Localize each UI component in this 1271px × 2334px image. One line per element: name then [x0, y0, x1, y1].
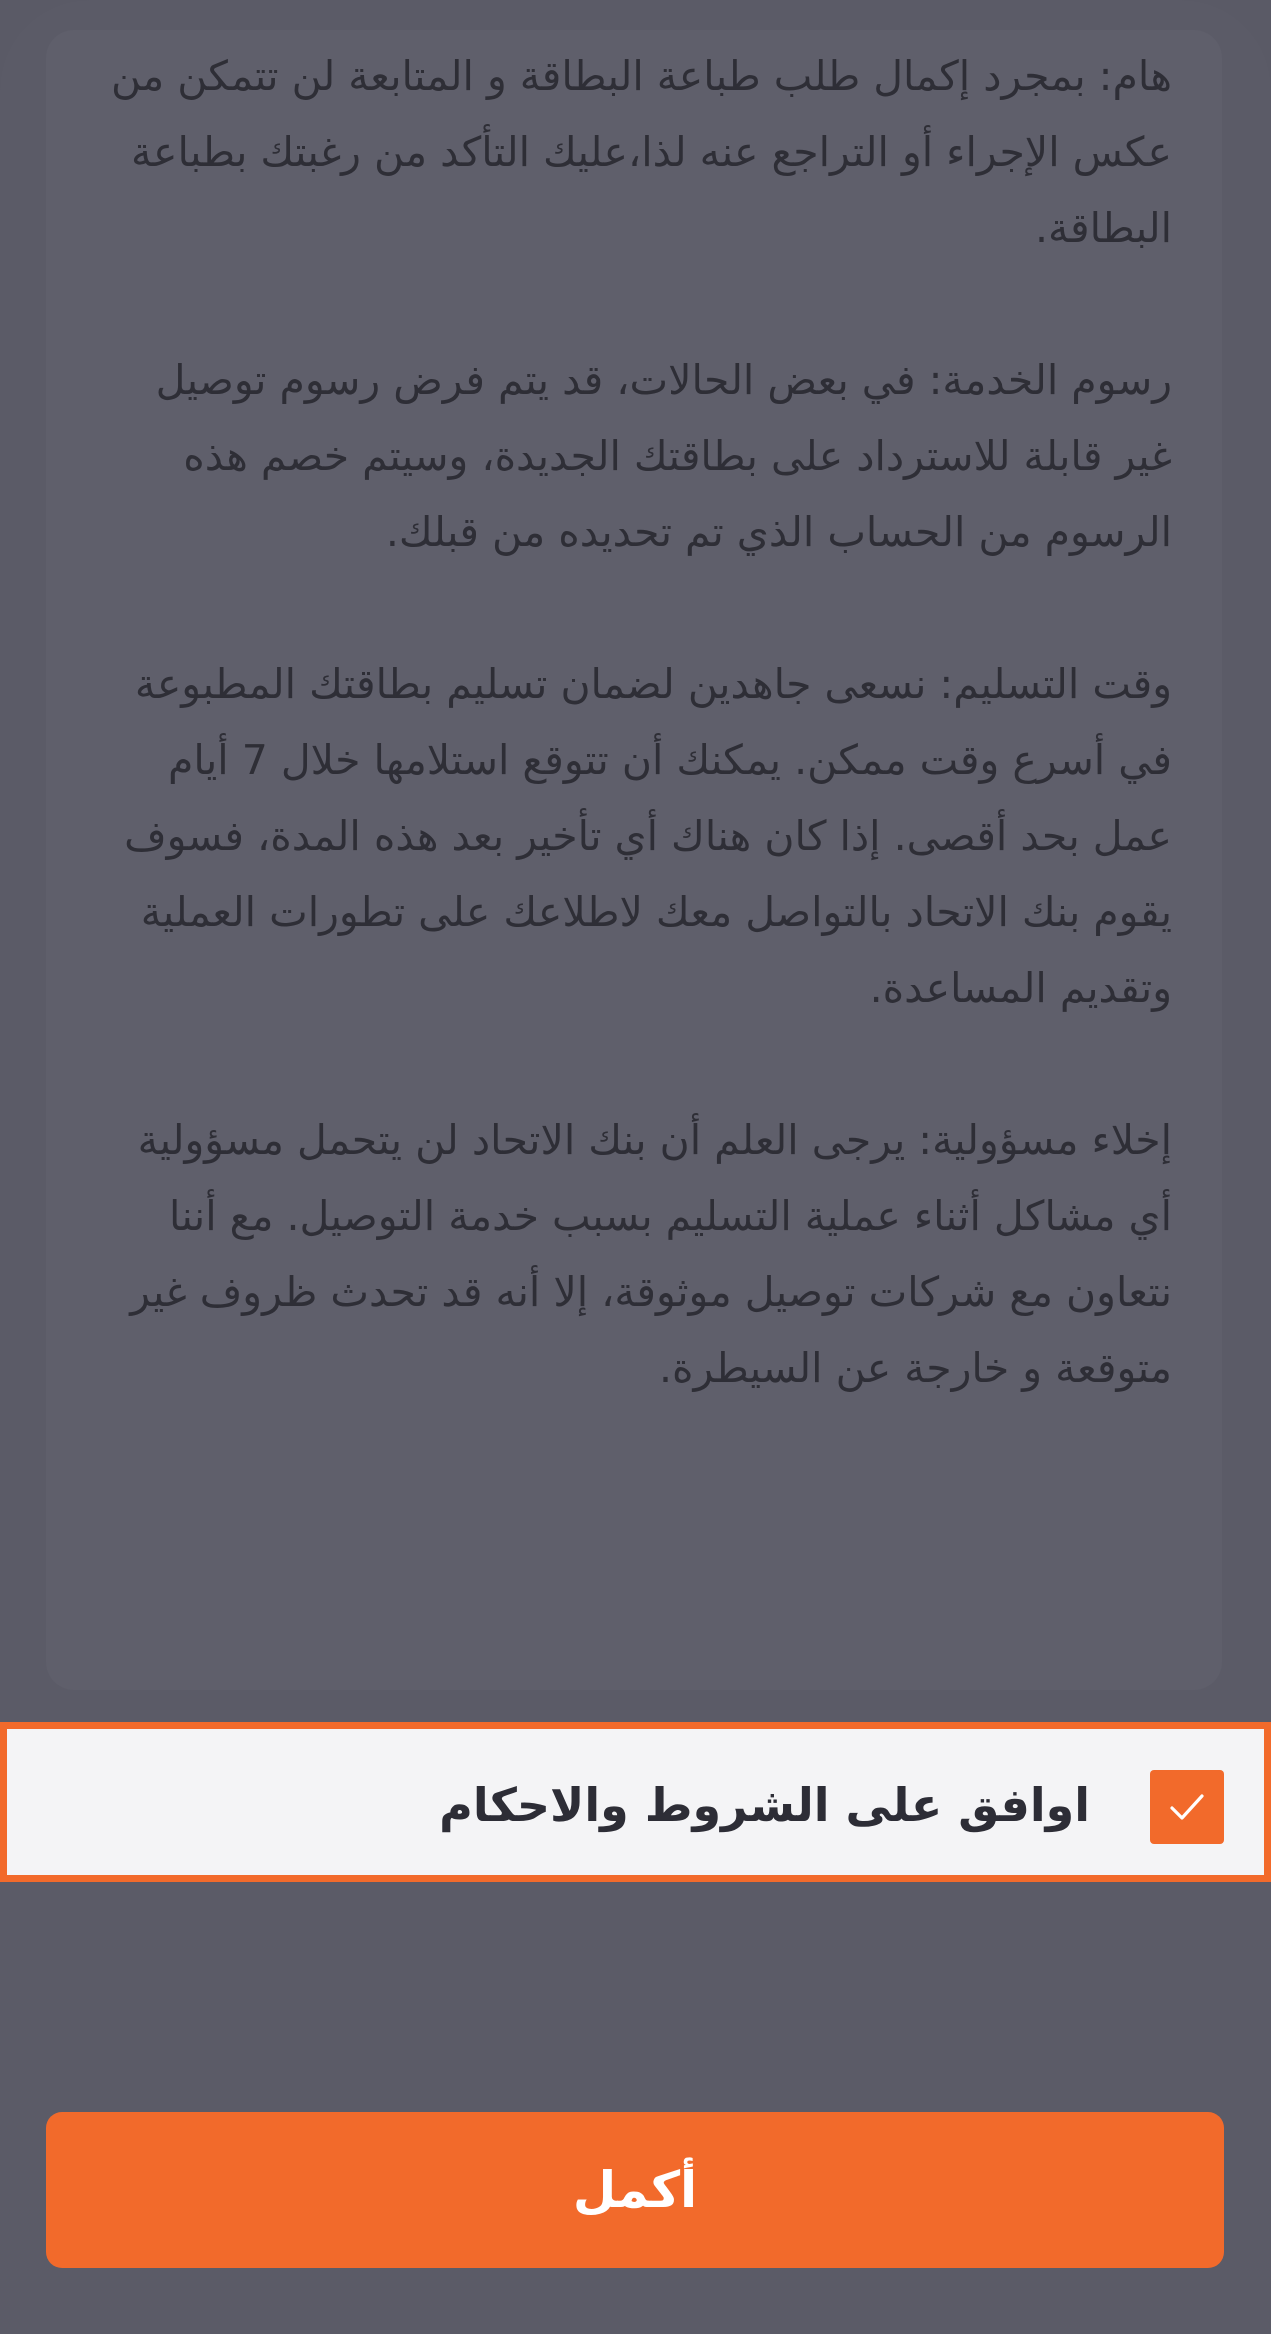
terms-paragraph-service-fees: رسوم الخدمة: في بعض الحالات، قد يتم فرض رسوم توصيل غير قابلة للاسترداد على بطاقتك الجديدة، وسيتم خصم هذه الرسوم من الحساب الذي تم تحديده من قبلك. [155, 356, 1172, 556]
agree-terms-row[interactable] [0, 1722, 1271, 1882]
terms-paragraph-disclaimer: إخلاء مسؤولية: يرجى العلم أن بنك الاتحاد لن يتحمل مسؤولية أي مشاكل أثناء عملية التسليم بسبب خدمة التوصيل. مع أننا نتعاون مع شركات توصيل موثوقة، إلا أنه قد تحدث ظروف غير متوقعة و خارجة عن السيطرة. [130, 1116, 1172, 1392]
agree-terms-checkbox[interactable] [1150, 1770, 1224, 1844]
continue-button[interactable]: أكمل [46, 2112, 1224, 2268]
terms-text [100, 38, 1172, 1406]
terms-paragraph-important: هام: بمجرد إكمال طلب طباعة البطاقة و المتابعة لن تتمكن من عكس الإجراء أو التراجع عنه لذا،عليك التأكد من رغبتك بطباعة البطاقة. [111, 52, 1172, 252]
terms-paragraph-delivery-time: وقت التسليم: نسعى جاهدين لضمان تسليم بطاقتك المطبوعة في أسرع وقت ممكن. يمكنك أن تتوقع استلامها خلال 7 أيام عمل بحد أقصى. إذا كان هناك أي تأخير بعد هذه المدة، فسوف يقوم بنك الاتحاد بالتواصل معك لاطلاعك على تطورات العملية وتقديم المساعدة. [124, 660, 1172, 1012]
checkmark-icon [1167, 1787, 1207, 1827]
agree-terms-label: اوافق على الشروط والاحكام [439, 1778, 1090, 1832]
